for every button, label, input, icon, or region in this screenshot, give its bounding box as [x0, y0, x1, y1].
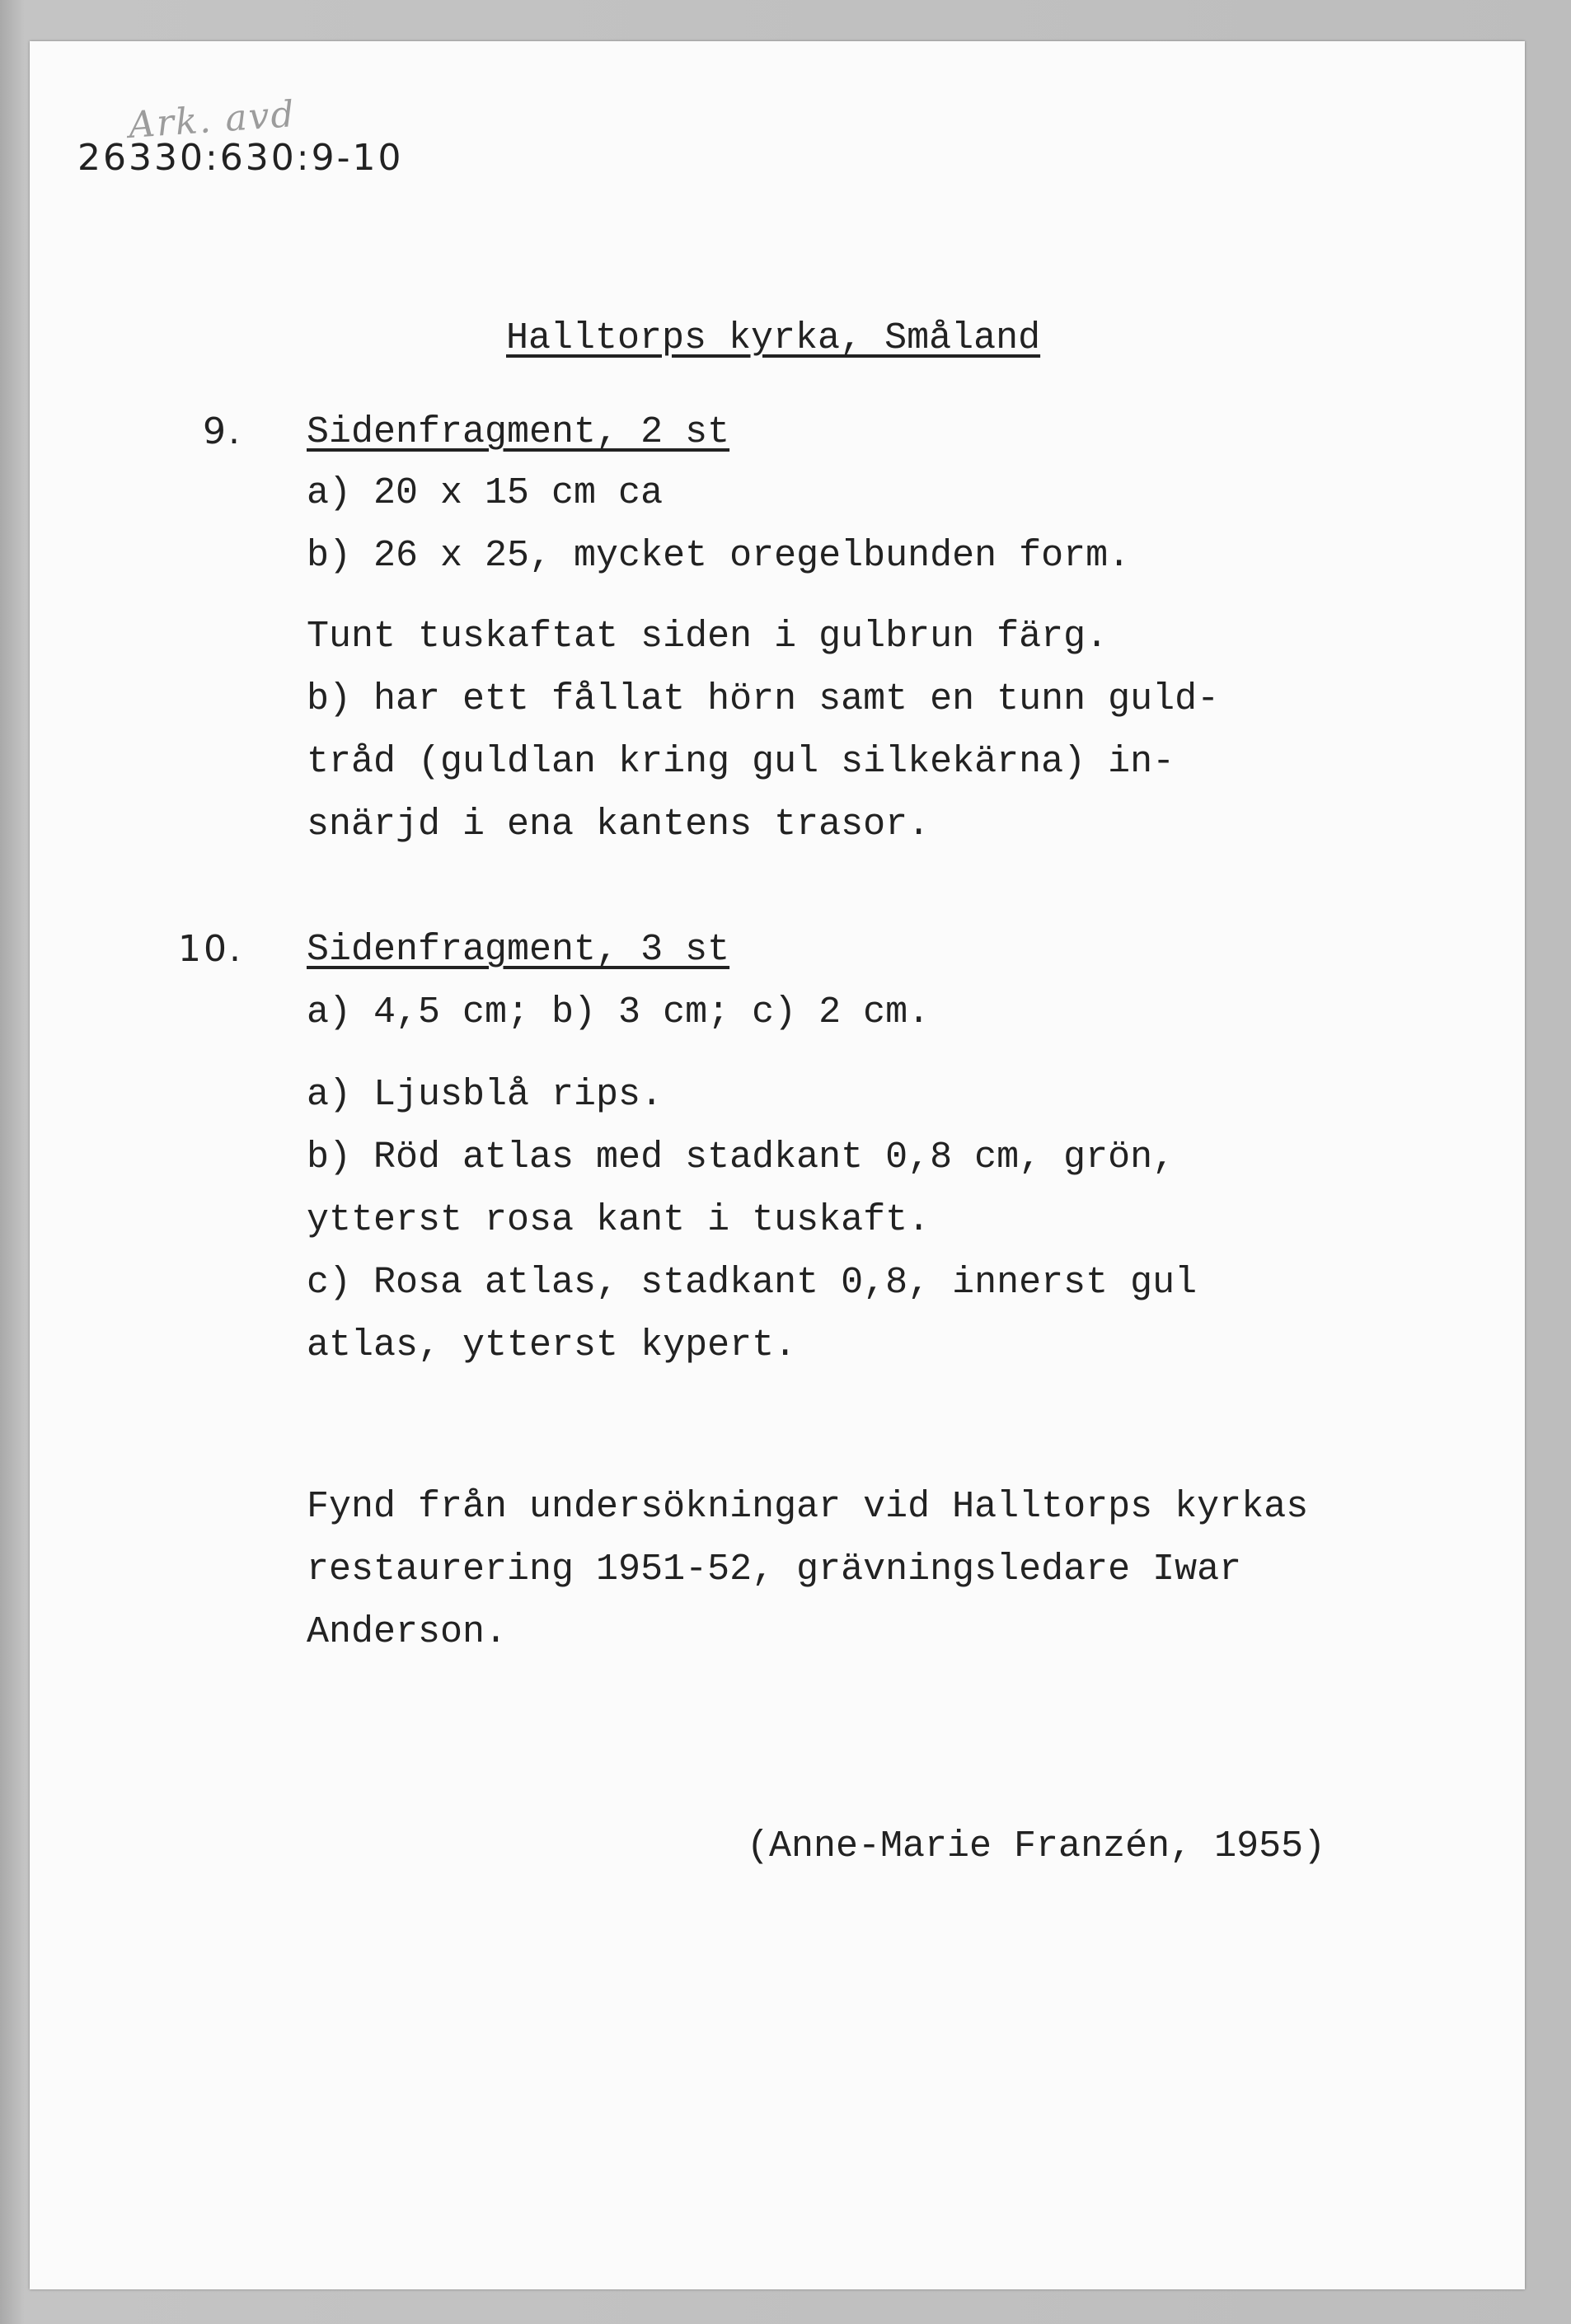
item-title: Sidenfragment, 3 st [307, 929, 730, 971]
item-number: 10. [178, 928, 243, 970]
description-line: b) har ett fållat hörn samt en tunn guld- [307, 678, 1220, 720]
document-heading: Halltorps kyrka, Småland [506, 317, 1041, 359]
description-line: ytterst rosa kant i tuskaft. [307, 1199, 931, 1241]
handwritten-note: Ark. avd [127, 92, 298, 148]
description-line: snärjd i ena kantens trasor. [307, 804, 931, 846]
measurement-line: a) 20 x 15 cm ca [307, 472, 664, 514]
description-line: b) Röd atlas med stadkant 0,8 cm, grön, [307, 1136, 1175, 1178]
archive-card [30, 41, 1525, 2289]
footer-note-line: restaurering 1951-52, grävningsledare Iwar [307, 1549, 1242, 1591]
footer-note-line: Anderson. [307, 1611, 508, 1653]
item-number: 9. [203, 410, 242, 452]
description-line: Tunt tuskaftat siden i gulbrun färg. [307, 616, 1109, 658]
measurement-line: a) 4,5 cm; b) 3 cm; c) 2 cm. [307, 991, 931, 1033]
item-title: Sidenfragment, 2 st [307, 411, 730, 453]
description-line: atlas, ytterst kypert. [307, 1324, 797, 1366]
signature: (Anne-Marie Franzén, 1955) [747, 1825, 1326, 1867]
description-line: c) Rosa atlas, stadkant 0,8, innerst gul [307, 1262, 1198, 1304]
description-line: a) Ljusblå rips. [307, 1074, 664, 1116]
description-line: tråd (guldlan kring gul silkekärna) in- [307, 741, 1175, 783]
catalog-number: 26330:630:9-10 [77, 137, 404, 179]
footer-note-line: Fynd från undersökningar vid Halltorps kyrkas [307, 1486, 1309, 1528]
measurement-line: b) 26 x 25, mycket oregelbunden form. [307, 535, 1131, 577]
